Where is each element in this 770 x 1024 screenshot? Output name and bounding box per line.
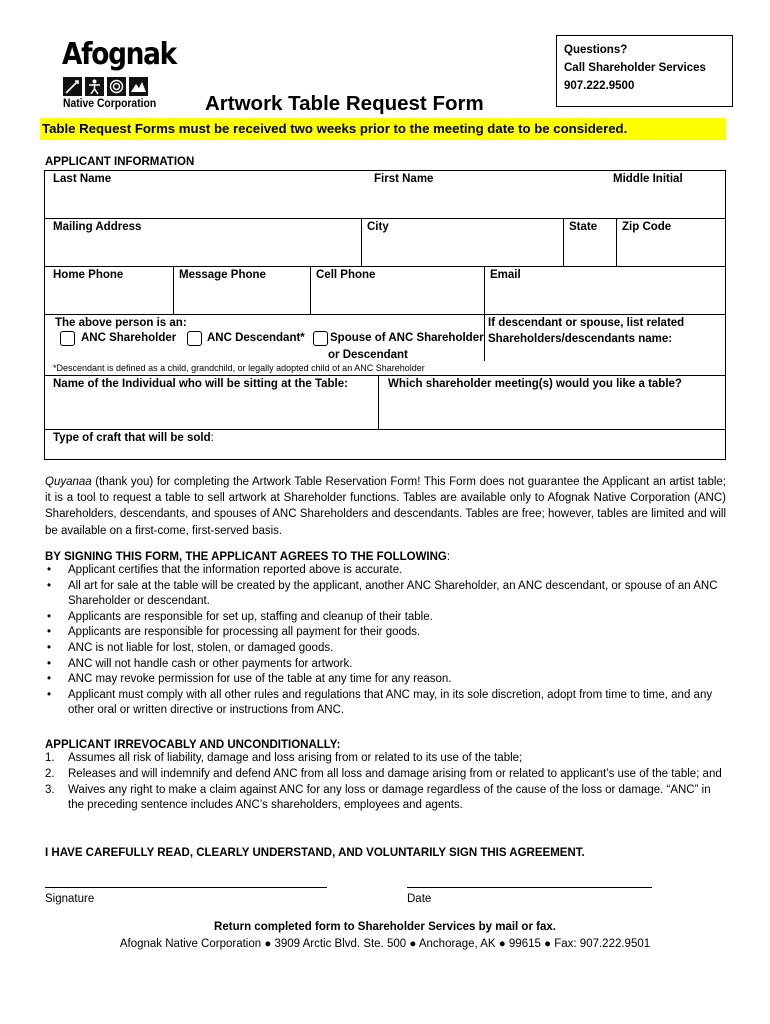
harpoon-icon: [63, 77, 82, 96]
irrevocable-item-text: Assumes all risk of liability, damage and loss arising from or related to its use of the table;: [68, 752, 523, 764]
agreement-section: [45, 551, 726, 719]
bullet-icon: •: [47, 688, 52, 701]
intro-paragraph: [45, 474, 726, 539]
irrevocable-heading: APPLICANT IRREVOCABLY AND UNCONDITIONALLY:: [45, 739, 341, 751]
bullet-icon: •: [47, 641, 52, 654]
craft-type-colon: :: [210, 432, 214, 444]
agreement-item-text: ANC may revoke permission for use of the table at any time for any reason.: [68, 673, 452, 686]
bullet-icon: •: [47, 626, 52, 639]
agreement-item-text: Applicants are responsible for processing all payment for their goods.: [68, 626, 421, 639]
agreement-item: [45, 563, 726, 579]
sitting-name-field[interactable]: Name of the Individual who will be sitting at the Table:: [53, 378, 348, 390]
agreement-item-text: Applicant certifies that the information reported above is accurate.: [68, 564, 403, 576]
agreement-item: [45, 641, 726, 657]
agreement-item: [45, 625, 726, 641]
irrevocable-item-text: Waives any right to make a claim against ANC for any loss or damage regardless of the cause of the loss or damage. “ANC” in the preceding sentence includes ANC’s shareholders, employees and agents.: [68, 783, 711, 812]
irrevocable-item: [45, 767, 726, 783]
last-name-field[interactable]: Last Name: [53, 173, 112, 185]
which-meeting-field[interactable]: Which shareholder meeting(s) would you like a table?: [388, 378, 682, 390]
agreement-list: [45, 563, 726, 719]
intro-text: (thank you) for completing the Artwork Table Reservation Form! This Form does not guarantee the Applicant an artist table; it is a tool to request a table to sell artwork at Shareholder functions. Tables are available only to Afognak Native Corporation (ANC) Shareholders, descendants, and spouses of ANC Shareholders and descendants. Tables are free; however, tables are limited and will be available on a first-come, first-served basis.: [45, 476, 726, 537]
questions-box: [556, 35, 733, 107]
logo-subtitle: Native Corporation: [63, 98, 157, 110]
irrevocable-item: [45, 751, 726, 767]
person-icon: [85, 77, 104, 96]
spouse-label: Spouse of ANC Shareholder: [330, 332, 484, 344]
bullet-icon: •: [47, 579, 52, 592]
irrevocable-list: [45, 751, 726, 814]
agreement-item-text: All art for sale at the table will be created by the applicant, another ANC Shareholder, an ANC descendant, or spouse of an ANC Shareholder or descendant.: [68, 579, 718, 608]
message-phone-field[interactable]: Message Phone: [179, 269, 266, 281]
irrevocable-section: [45, 739, 726, 814]
page-title: Artwork Table Request Form: [205, 92, 484, 115]
agreement-item-text: Applicant must comply with all other rules and regulations that ANC may, in its sole discretion, adopt from time to time, and any other oral or written directive or instructions from ANC.: [68, 688, 713, 717]
corporate-address: Afognak Native Corporation ● 3909 Arctic Blvd. Ste. 500 ● Anchorage, AK ● 99615 ● Fax: 907.222.9501: [119, 938, 651, 950]
questions-line: Questions?: [564, 44, 628, 56]
call-line: Call Shareholder Services: [564, 62, 706, 74]
item-number: 1.: [45, 752, 55, 764]
irrevocable-item-text: Releases and will indemnify and defend ANC from all loss and damage arising from or related to applicant’s use of the table; and: [68, 767, 722, 780]
mailing-address-field[interactable]: Mailing Address: [53, 221, 142, 233]
item-number: 2.: [45, 767, 55, 780]
applicant-type-label: The above person is an:: [55, 317, 187, 329]
phone-number: 907.222.9500: [564, 80, 635, 92]
craft-type-field[interactable]: [53, 432, 214, 444]
agreement-item: [45, 688, 726, 719]
first-name-field[interactable]: First Name: [374, 173, 434, 185]
anc-shareholder-checkbox[interactable]: [60, 331, 75, 346]
acknowledgement: I HAVE CAREFULLY READ, CLEARLY UNDERSTAND, AND VOLUNTARILY SIGN THIS AGREEMENT.: [45, 847, 585, 859]
item-number: 3.: [45, 783, 55, 796]
related-names-label[interactable]: If descendant or spouse, list related: [488, 317, 685, 329]
agreement-item: [45, 610, 726, 626]
agreement-item: [45, 579, 726, 610]
state-field[interactable]: State: [569, 221, 598, 233]
related-names-label-line2: Shareholders/descendants name:: [488, 333, 673, 345]
mountain-icon: [129, 77, 148, 96]
email-field[interactable]: Email: [490, 269, 521, 281]
logo-icons: [63, 77, 148, 96]
logo-wordmark: Afognak: [62, 37, 176, 72]
spiral-icon: [107, 77, 126, 96]
anc-descendant-checkbox[interactable]: [187, 331, 202, 346]
agreement-item: [45, 657, 726, 673]
agreement-heading: [45, 551, 726, 563]
deadline-banner: Table Request Forms must be received two weeks prior to the meeting date to be considered.: [40, 118, 726, 140]
agreement-item-text: ANC is not liable for lost, stolen, or damaged goods.: [68, 641, 334, 654]
bullet-icon: •: [47, 657, 52, 670]
anc-descendant-label: ANC Descendant*: [207, 332, 305, 344]
agreement-item-text: ANC will not handle cash or other payments for artwork.: [68, 657, 353, 670]
date-label: Date: [407, 893, 432, 905]
agreement-item-text: Applicants are responsible for set up, staffing and cleanup of their table.: [68, 610, 433, 623]
spouse-checkbox[interactable]: [313, 331, 328, 346]
applicant-section-label: APPLICANT INFORMATION: [45, 156, 195, 168]
agreement-heading-text: BY SIGNING THIS FORM, THE APPLICANT AGREES TO THE FOLLOWING: [45, 551, 447, 563]
zip-code-field[interactable]: Zip Code: [622, 221, 672, 233]
bullet-icon: •: [47, 673, 52, 686]
irrevocable-item: [45, 783, 726, 815]
anc-shareholder-label: ANC Shareholder: [81, 332, 177, 344]
craft-type-label: Type of craft that will be sold: [53, 432, 211, 444]
agreement-heading-colon: :: [446, 551, 451, 563]
descendant-definition-note: *Descendant is defined as a child, grandchild, or legally adopted child of an ANC Shareholder: [53, 363, 425, 373]
spouse-label-line2: or Descendant: [328, 349, 408, 361]
city-field[interactable]: City: [367, 221, 389, 233]
agreement-item: [45, 672, 726, 688]
date-line[interactable]: [407, 887, 652, 888]
bullet-icon: •: [47, 610, 52, 623]
home-phone-field[interactable]: Home Phone: [53, 269, 124, 281]
cell-phone-field[interactable]: Cell Phone: [316, 269, 376, 281]
signature-label: Signature: [45, 893, 95, 905]
bullet-icon: •: [47, 564, 52, 576]
quyanaa-word: Quyanaa: [45, 476, 92, 488]
return-instructions: Return completed form to Shareholder Services by mail or fax.: [214, 921, 556, 933]
signature-line[interactable]: [45, 887, 327, 888]
middle-initial-field[interactable]: Middle Initial: [613, 173, 683, 185]
